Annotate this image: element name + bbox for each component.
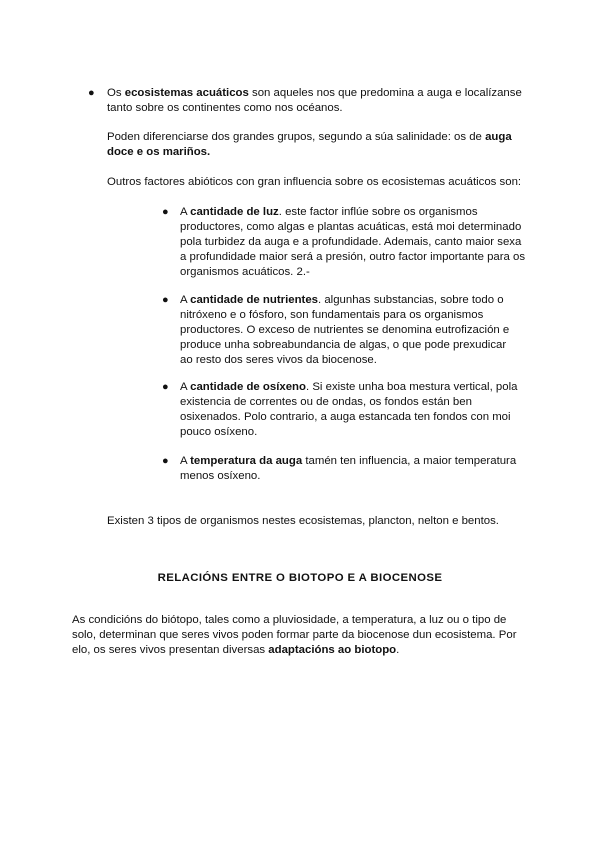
groups-paragraph [107,130,527,160]
text-run: A [180,294,191,306]
bold-term: temperatura da auga [190,455,303,467]
factor-oxygen [180,380,520,440]
text-run: Os [107,87,125,99]
text-run: son aqueles nos que predomina a auga e localízanse tanto sobre os continentes como nos océanos. [107,87,522,114]
text-run: A [180,381,191,393]
aquatic-ecosystems-item [107,86,527,116]
biotope-paragraph [72,613,532,658]
text-run: Poden diferenciarse dos grandes grupos, segundo a súa salinidade: os de [107,131,486,143]
bold-term: adaptacións ao biotopo [268,644,397,656]
text-run: tamén ten influencia, a maior temperatura menos osíxeno. [180,455,517,482]
text-run: . algunhas substancias, sobre todo o nitróxeno e o fósforo, son fundamentais para os organismos productores. O exceso de nutrientes se denomina eutrofización e produce unha sobreabundancia de algas, o que pode prexudicar ao resto dos seres vivos da biocenose. [180,294,510,366]
bullet-icon: ● [162,455,169,467]
factors-intro: Outros factores abióticos con gran influencia sobre os ecosistemas acuáticos son: [107,176,522,188]
bullet-icon: ● [162,206,169,218]
section-heading: RELACIÓNS ENTRE O BIOTOPO E A BIOCENOSE [157,572,443,584]
text-run: As condicións do biótopo, tales como a pluviosidade, a temperatura, a luz ou o tipo de solo, determinan que seres vivos poden formar parte da biocenose dun ecosistema. Por elo, os seres vivos presentan diversas [72,614,517,656]
bold-term: cantidade de osíxeno [190,381,306,393]
text-run: . Si existe unha boa mestura vertical, pola existencia de correntes ou de ondas, os fondos están ben osixenados. Polo contrario, a auga estancada ten fondos con moi pouco osíxeno. [180,381,518,438]
text-run: A [180,206,191,218]
organisms-paragraph: Existen 3 tipos de organismos nestes ecosistemas, plancton, nelton e bentos. [107,515,499,527]
bold-term: ecosistemas acuáticos [124,87,249,99]
bullet-icon: ● [162,294,169,306]
factor-light [180,205,530,280]
factor-nutrients [180,293,520,368]
bold-term: cantidade de nutrientes [190,294,318,306]
text-run: A [180,455,191,467]
factor-temperature [180,454,520,484]
text-run: . este factor inflúe sobre os organismos productores, como algas e plantas acuáticas, está moi determinado pola turbidez da auga e a profundidade. Ademais, canto maior sexa a profundidade maior será a presión, outro factor importante para os organismos acuáticos. 2.- [180,206,526,278]
bold-term: auga doce e os mariños. [107,131,512,158]
text-run: . [396,644,400,656]
bold-term: cantidade de luz [190,206,279,218]
bullet-icon: ● [162,381,169,393]
bullet-icon: ● [88,87,95,99]
